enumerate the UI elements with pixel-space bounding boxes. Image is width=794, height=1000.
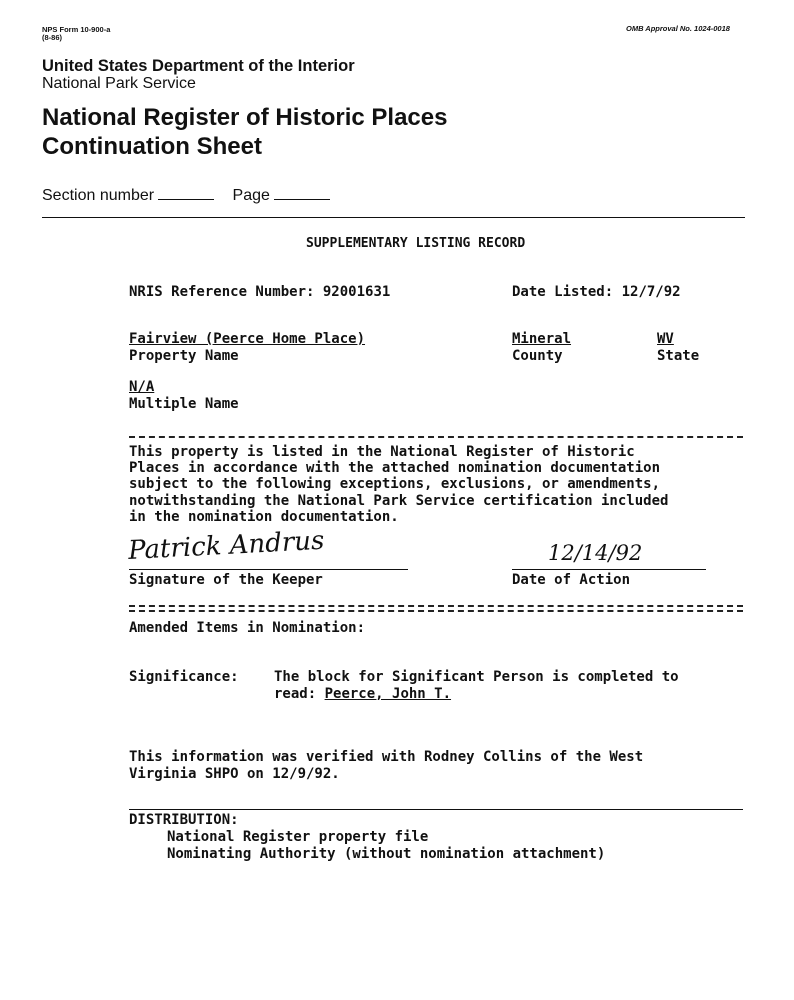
county-label: County: [512, 348, 563, 364]
distribution-list: [167, 829, 605, 863]
date-listed-label: Date Listed:: [512, 284, 614, 300]
keeper-signature: Patrick Andrus: [127, 525, 326, 566]
significance-line: The block for Significant Person is completed to: [274, 669, 679, 685]
listing-statement: [129, 444, 668, 525]
statement-line: in the nomination documentation.: [129, 508, 399, 525]
double-dashed-divider: [129, 605, 743, 612]
section-number-blank: [158, 199, 214, 200]
amended-heading: Amended Items in Nomination:: [129, 620, 366, 636]
distribution-divider: [129, 809, 743, 810]
omb-approval: OMB Approval No. 1024-0018: [626, 24, 730, 33]
statement-line: notwithstanding the National Park Service certification included: [129, 492, 669, 509]
date-listed: [512, 284, 681, 300]
statement-line: This property is listed in the National Register of Historic: [129, 444, 635, 460]
form-number-text: NPS Form 10-900-a: [42, 25, 111, 34]
county-value: Mineral: [512, 331, 572, 347]
service-name: National Park Service: [42, 75, 196, 92]
distribution-item: Nominating Authority (without nomination attachment): [167, 846, 606, 862]
property-name-label: Property Name: [129, 348, 239, 364]
significant-person: Peerce, John T.: [324, 686, 452, 702]
state-label: State: [657, 348, 700, 364]
department-name: United States Department of the Interior: [42, 57, 355, 75]
state-value: WV: [657, 331, 674, 347]
form-date-text: (8-86): [42, 33, 63, 42]
nris-value: 92001631: [322, 284, 391, 300]
significance-prefix: read:: [274, 686, 317, 702]
distribution-heading: DISTRIBUTION:: [129, 812, 239, 828]
multiple-name-label: Multiple Name: [129, 396, 239, 412]
form-number: [42, 26, 110, 42]
action-date-handwritten: 12/14/92: [548, 541, 643, 565]
significance-text: [274, 669, 679, 703]
section-number-label: Section number: [42, 187, 155, 204]
action-date-line: [512, 569, 706, 570]
verification-note: [129, 749, 643, 783]
statement-line: Places in accordance with the attached nomination documentation: [129, 460, 661, 477]
statement-line: subject to the following exceptions, exclusions, or amendments,: [129, 476, 661, 493]
dashed-divider: [129, 436, 743, 438]
title-line-2: Continuation Sheet: [42, 133, 262, 160]
signature-label: Signature of the Keeper: [129, 572, 323, 588]
page-number-blank: [274, 199, 330, 200]
header-divider: [42, 217, 745, 218]
multiple-name-value: N/A: [129, 379, 155, 395]
significance-label: Significance:: [129, 669, 239, 685]
signature-line: [129, 569, 408, 570]
verification-line: This information was verified with Rodney Collins of the West: [129, 749, 644, 765]
title-line-1: National Register of Historic Places: [42, 104, 448, 131]
record-heading: SUPPLEMENTARY LISTING RECORD: [306, 236, 526, 251]
property-name-value: Fairview (Peerce Home Place): [129, 331, 366, 347]
significance-line: [274, 686, 679, 703]
nris-reference: [129, 284, 390, 300]
page-title: [42, 103, 447, 161]
date-listed-value: 12/7/92: [621, 284, 681, 300]
distribution-item: National Register property file: [167, 829, 429, 845]
nris-label: NRIS Reference Number:: [129, 284, 315, 300]
section-page-row: [42, 187, 330, 205]
page-label: Page: [232, 187, 270, 204]
action-date-label: Date of Action: [512, 572, 631, 588]
verification-line: Virginia SHPO on 12/9/92.: [129, 766, 340, 782]
